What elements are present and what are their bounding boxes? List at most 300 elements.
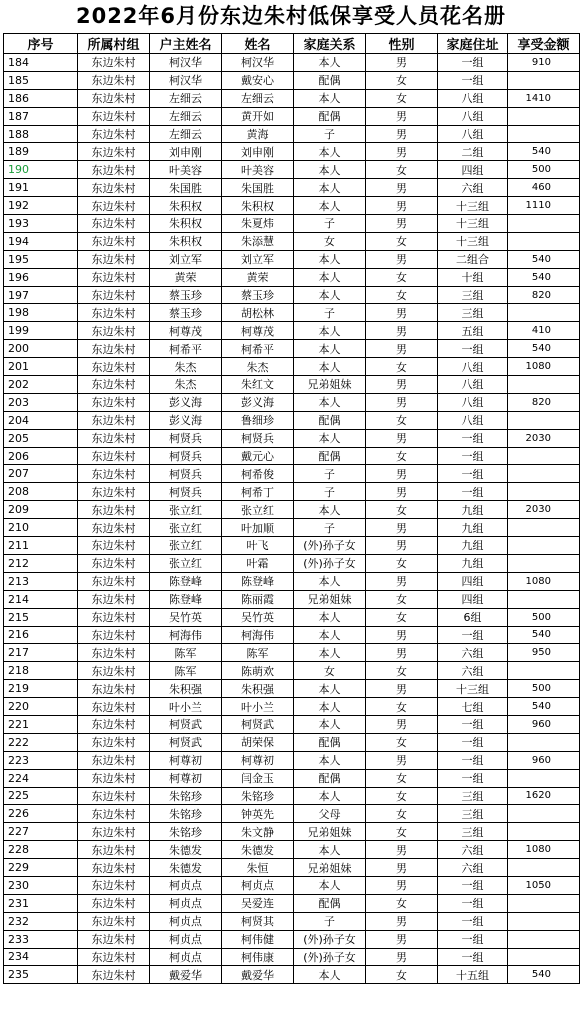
cell-seq[interactable]: 202	[4, 376, 78, 394]
cell-village-group[interactable]: 东边朱村	[78, 894, 150, 912]
cell-village-group[interactable]: 东边朱村	[78, 304, 150, 322]
cell-name[interactable]: 吴竹英	[222, 608, 294, 626]
cell-relation[interactable]: 本人	[294, 143, 366, 161]
cell-village-group[interactable]: 东边朱村	[78, 232, 150, 250]
cell-name[interactable]: 柯希丁	[222, 483, 294, 501]
cell-address[interactable]: 一组	[438, 483, 508, 501]
cell-seq[interactable]: 209	[4, 501, 78, 519]
cell-amount[interactable]: 1110	[508, 197, 580, 215]
cell-name[interactable]: 戴爱华	[222, 966, 294, 984]
cell-seq[interactable]: 228	[4, 841, 78, 859]
cell-name[interactable]: 朱国胜	[222, 179, 294, 197]
cell-name[interactable]: 柯伟康	[222, 948, 294, 966]
cell-household-head[interactable]: 柯尊茂	[150, 322, 222, 340]
cell-household-head[interactable]: 左细云	[150, 89, 222, 107]
cell-name[interactable]: 刘申刚	[222, 143, 294, 161]
cell-relation[interactable]: 配偶	[294, 107, 366, 125]
cell-village-group[interactable]: 东边朱村	[78, 143, 150, 161]
cell-seq[interactable]: 222	[4, 733, 78, 751]
cell-gender[interactable]: 女	[366, 590, 438, 608]
cell-address[interactable]: 一组	[438, 465, 508, 483]
cell-gender[interactable]: 女	[366, 71, 438, 89]
cell-name[interactable]: 叶美容	[222, 161, 294, 179]
cell-household-head[interactable]: 陈军	[150, 662, 222, 680]
cell-relation[interactable]: 本人	[294, 841, 366, 859]
cell-amount[interactable]: 540	[508, 966, 580, 984]
cell-amount[interactable]	[508, 930, 580, 948]
cell-name[interactable]: 柯汉华	[222, 54, 294, 72]
cell-amount[interactable]	[508, 519, 580, 537]
cell-address[interactable]: 一组	[438, 429, 508, 447]
cell-household-head[interactable]: 蔡玉珍	[150, 286, 222, 304]
cell-village-group[interactable]: 东边朱村	[78, 966, 150, 984]
cell-amount[interactable]: 460	[508, 179, 580, 197]
cell-gender[interactable]: 女	[366, 161, 438, 179]
cell-gender[interactable]: 女	[366, 698, 438, 716]
col-header-address[interactable]: 家庭住址	[438, 34, 508, 54]
cell-address[interactable]: 八组	[438, 358, 508, 376]
cell-relation[interactable]: 配偶	[294, 733, 366, 751]
cell-address[interactable]: 一组	[438, 447, 508, 465]
cell-household-head[interactable]: 叶小兰	[150, 698, 222, 716]
cell-village-group[interactable]: 东边朱村	[78, 179, 150, 197]
cell-seq[interactable]: 231	[4, 894, 78, 912]
cell-address[interactable]: 十三组	[438, 680, 508, 698]
cell-seq[interactable]: 226	[4, 805, 78, 823]
cell-household-head[interactable]: 柯汉华	[150, 71, 222, 89]
cell-household-head[interactable]: 陈登峰	[150, 572, 222, 590]
cell-amount[interactable]	[508, 483, 580, 501]
cell-relation[interactable]: 配偶	[294, 894, 366, 912]
cell-household-head[interactable]: 柯贞点	[150, 894, 222, 912]
cell-seq[interactable]: 234	[4, 948, 78, 966]
cell-relation[interactable]: 本人	[294, 680, 366, 698]
cell-address[interactable]: 八组	[438, 107, 508, 125]
cell-village-group[interactable]: 东边朱村	[78, 859, 150, 877]
cell-name[interactable]: 戴安心	[222, 71, 294, 89]
cell-address[interactable]: 四组	[438, 161, 508, 179]
cell-village-group[interactable]: 东边朱村	[78, 197, 150, 215]
cell-relation[interactable]: 本人	[294, 54, 366, 72]
cell-address[interactable]: 一组	[438, 876, 508, 894]
cell-village-group[interactable]: 东边朱村	[78, 644, 150, 662]
cell-village-group[interactable]: 东边朱村	[78, 250, 150, 268]
cell-relation[interactable]: 本人	[294, 161, 366, 179]
cell-village-group[interactable]: 东边朱村	[78, 358, 150, 376]
cell-household-head[interactable]: 彭义海	[150, 393, 222, 411]
cell-village-group[interactable]: 东边朱村	[78, 841, 150, 859]
cell-village-group[interactable]: 东边朱村	[78, 376, 150, 394]
cell-relation[interactable]: 本人	[294, 626, 366, 644]
cell-household-head[interactable]: 朱积权	[150, 232, 222, 250]
cell-name[interactable]: 黄海	[222, 125, 294, 143]
cell-seq[interactable]: 205	[4, 429, 78, 447]
cell-village-group[interactable]: 东边朱村	[78, 340, 150, 358]
cell-name[interactable]: 刘立军	[222, 250, 294, 268]
cell-amount[interactable]	[508, 805, 580, 823]
cell-gender[interactable]: 男	[366, 393, 438, 411]
cell-village-group[interactable]: 东边朱村	[78, 787, 150, 805]
cell-gender[interactable]: 女	[366, 501, 438, 519]
cell-address[interactable]: 一组	[438, 54, 508, 72]
cell-household-head[interactable]: 柯贞点	[150, 948, 222, 966]
cell-household-head[interactable]: 刘立军	[150, 250, 222, 268]
cell-seq[interactable]: 203	[4, 393, 78, 411]
cell-relation[interactable]: 配偶	[294, 71, 366, 89]
cell-village-group[interactable]: 东边朱村	[78, 876, 150, 894]
cell-amount[interactable]	[508, 232, 580, 250]
cell-address[interactable]: 十三组	[438, 232, 508, 250]
cell-address[interactable]: 八组	[438, 89, 508, 107]
col-header-gender[interactable]: 性别	[366, 34, 438, 54]
cell-seq[interactable]: 214	[4, 590, 78, 608]
cell-seq[interactable]: 195	[4, 250, 78, 268]
cell-amount[interactable]	[508, 733, 580, 751]
cell-gender[interactable]: 女	[366, 608, 438, 626]
cell-gender[interactable]: 男	[366, 948, 438, 966]
cell-gender[interactable]: 男	[366, 912, 438, 930]
cell-name[interactable]: 叶小兰	[222, 698, 294, 716]
cell-gender[interactable]: 男	[366, 197, 438, 215]
cell-amount[interactable]: 410	[508, 322, 580, 340]
cell-household-head[interactable]: 蔡玉珍	[150, 304, 222, 322]
cell-address[interactable]: 三组	[438, 286, 508, 304]
cell-amount[interactable]: 540	[508, 143, 580, 161]
cell-address[interactable]: 八组	[438, 411, 508, 429]
cell-name[interactable]: 叶飞	[222, 537, 294, 555]
cell-relation[interactable]: 本人	[294, 429, 366, 447]
cell-relation[interactable]: 兄弟姐妹	[294, 823, 366, 841]
cell-address[interactable]: 一组	[438, 715, 508, 733]
cell-address[interactable]: 九组	[438, 501, 508, 519]
cell-relation[interactable]: 本人	[294, 966, 366, 984]
cell-household-head[interactable]: 朱铭珍	[150, 805, 222, 823]
cell-amount[interactable]: 500	[508, 161, 580, 179]
cell-household-head[interactable]: 黄荣	[150, 268, 222, 286]
cell-household-head[interactable]: 左细云	[150, 125, 222, 143]
cell-name[interactable]: 闫金玉	[222, 769, 294, 787]
cell-name[interactable]: 柯伟健	[222, 930, 294, 948]
cell-address[interactable]: 一组	[438, 71, 508, 89]
cell-seq[interactable]: 197	[4, 286, 78, 304]
cell-address[interactable]: 二组	[438, 143, 508, 161]
cell-seq[interactable]: 235	[4, 966, 78, 984]
cell-name[interactable]: 柯海伟	[222, 626, 294, 644]
cell-relation[interactable]: 配偶	[294, 411, 366, 429]
cell-relation[interactable]: 本人	[294, 876, 366, 894]
cell-gender[interactable]: 男	[366, 465, 438, 483]
cell-name[interactable]: 朱铭珍	[222, 787, 294, 805]
cell-address[interactable]: 一组	[438, 769, 508, 787]
cell-village-group[interactable]: 东边朱村	[78, 286, 150, 304]
cell-village-group[interactable]: 东边朱村	[78, 268, 150, 286]
cell-address[interactable]: 六组	[438, 841, 508, 859]
cell-household-head[interactable]: 朱杰	[150, 376, 222, 394]
cell-name[interactable]: 柯尊初	[222, 751, 294, 769]
cell-gender[interactable]: 男	[366, 644, 438, 662]
cell-village-group[interactable]: 东边朱村	[78, 501, 150, 519]
cell-address[interactable]: 九组	[438, 519, 508, 537]
cell-address[interactable]: 七组	[438, 698, 508, 716]
cell-address[interactable]: 十三组	[438, 215, 508, 233]
cell-household-head[interactable]: 柯贤兵	[150, 447, 222, 465]
cell-gender[interactable]: 女	[366, 286, 438, 304]
cell-seq[interactable]: 199	[4, 322, 78, 340]
cell-address[interactable]: 十五组	[438, 966, 508, 984]
cell-address[interactable]: 八组	[438, 376, 508, 394]
cell-relation[interactable]: 子	[294, 125, 366, 143]
cell-name[interactable]: 叶加顺	[222, 519, 294, 537]
cell-village-group[interactable]: 东边朱村	[78, 447, 150, 465]
cell-address[interactable]: 二组合	[438, 250, 508, 268]
cell-amount[interactable]: 960	[508, 715, 580, 733]
cell-gender[interactable]: 男	[366, 841, 438, 859]
cell-household-head[interactable]: 柯贞点	[150, 876, 222, 894]
cell-household-head[interactable]: 叶美容	[150, 161, 222, 179]
cell-gender[interactable]: 男	[366, 429, 438, 447]
cell-household-head[interactable]: 张立红	[150, 501, 222, 519]
cell-address[interactable]: 一组	[438, 894, 508, 912]
cell-village-group[interactable]: 东边朱村	[78, 608, 150, 626]
cell-household-head[interactable]: 彭义海	[150, 411, 222, 429]
cell-seq[interactable]: 201	[4, 358, 78, 376]
cell-name[interactable]: 左细云	[222, 89, 294, 107]
cell-gender[interactable]: 女	[366, 894, 438, 912]
cell-amount[interactable]: 2030	[508, 429, 580, 447]
cell-household-head[interactable]: 柯贞点	[150, 930, 222, 948]
cell-relation[interactable]: (外)孙子女	[294, 554, 366, 572]
cell-address[interactable]: 一组	[438, 733, 508, 751]
cell-village-group[interactable]: 东边朱村	[78, 948, 150, 966]
cell-name[interactable]: 朱德发	[222, 841, 294, 859]
cell-relation[interactable]: 本人	[294, 698, 366, 716]
cell-amount[interactable]: 500	[508, 680, 580, 698]
cell-seq[interactable]: 189	[4, 143, 78, 161]
cell-address[interactable]: 十三组	[438, 197, 508, 215]
cell-address[interactable]: 十组	[438, 268, 508, 286]
cell-gender[interactable]: 女	[366, 268, 438, 286]
cell-relation[interactable]: 子	[294, 304, 366, 322]
cell-address[interactable]: 八组	[438, 393, 508, 411]
cell-relation[interactable]: 本人	[294, 393, 366, 411]
cell-name[interactable]: 黄荣	[222, 268, 294, 286]
cell-household-head[interactable]: 柯贤兵	[150, 483, 222, 501]
cell-gender[interactable]: 男	[366, 322, 438, 340]
cell-relation[interactable]: 本人	[294, 250, 366, 268]
col-header-relation[interactable]: 家庭关系	[294, 34, 366, 54]
cell-name[interactable]: 吴爱连	[222, 894, 294, 912]
cell-seq[interactable]: 206	[4, 447, 78, 465]
cell-amount[interactable]: 540	[508, 250, 580, 268]
cell-seq[interactable]: 220	[4, 698, 78, 716]
cell-seq[interactable]: 229	[4, 859, 78, 877]
cell-seq[interactable]: 196	[4, 268, 78, 286]
cell-village-group[interactable]: 东边朱村	[78, 322, 150, 340]
cell-household-head[interactable]: 柯汉华	[150, 54, 222, 72]
cell-seq[interactable]: 191	[4, 179, 78, 197]
cell-relation[interactable]: 本人	[294, 608, 366, 626]
col-header-village-group[interactable]: 所属村组	[78, 34, 150, 54]
cell-seq[interactable]: 208	[4, 483, 78, 501]
cell-name[interactable]: 柯希俊	[222, 465, 294, 483]
cell-relation[interactable]: (外)孙子女	[294, 930, 366, 948]
cell-gender[interactable]: 男	[366, 859, 438, 877]
cell-amount[interactable]	[508, 894, 580, 912]
cell-name[interactable]: 彭义海	[222, 393, 294, 411]
cell-amount[interactable]: 820	[508, 393, 580, 411]
cell-name[interactable]: 柯希平	[222, 340, 294, 358]
cell-address[interactable]: 三组	[438, 823, 508, 841]
cell-relation[interactable]: 子	[294, 519, 366, 537]
col-header-household-head[interactable]: 户主姓名	[150, 34, 222, 54]
cell-gender[interactable]: 男	[366, 340, 438, 358]
cell-amount[interactable]: 950	[508, 644, 580, 662]
cell-relation[interactable]: 本人	[294, 322, 366, 340]
cell-name[interactable]: 钟英先	[222, 805, 294, 823]
cell-relation[interactable]: 配偶	[294, 447, 366, 465]
cell-name[interactable]: 朱文静	[222, 823, 294, 841]
cell-relation[interactable]: 兄弟姐妹	[294, 376, 366, 394]
cell-seq[interactable]: 210	[4, 519, 78, 537]
cell-amount[interactable]: 2030	[508, 501, 580, 519]
cell-gender[interactable]: 男	[366, 215, 438, 233]
cell-household-head[interactable]: 柯贤兵	[150, 429, 222, 447]
cell-seq[interactable]: 215	[4, 608, 78, 626]
cell-amount[interactable]	[508, 304, 580, 322]
cell-gender[interactable]: 女	[366, 733, 438, 751]
cell-address[interactable]: 一组	[438, 948, 508, 966]
cell-address[interactable]: 一组	[438, 626, 508, 644]
cell-amount[interactable]: 540	[508, 340, 580, 358]
cell-address[interactable]: 六组	[438, 644, 508, 662]
cell-relation[interactable]: 子	[294, 215, 366, 233]
cell-gender[interactable]: 男	[366, 179, 438, 197]
cell-amount[interactable]	[508, 859, 580, 877]
cell-gender[interactable]: 男	[366, 250, 438, 268]
cell-relation[interactable]: 本人	[294, 787, 366, 805]
cell-gender[interactable]: 男	[366, 876, 438, 894]
cell-relation[interactable]: 子	[294, 483, 366, 501]
cell-gender[interactable]: 男	[366, 107, 438, 125]
cell-amount[interactable]	[508, 71, 580, 89]
cell-village-group[interactable]: 东边朱村	[78, 429, 150, 447]
cell-household-head[interactable]: 柯尊初	[150, 769, 222, 787]
cell-gender[interactable]: 男	[366, 930, 438, 948]
cell-seq[interactable]: 207	[4, 465, 78, 483]
cell-name[interactable]: 柯贤兵	[222, 429, 294, 447]
cell-relation[interactable]: 子	[294, 912, 366, 930]
cell-household-head[interactable]: 柯海伟	[150, 626, 222, 644]
cell-relation[interactable]: (外)孙子女	[294, 948, 366, 966]
cell-household-head[interactable]: 吴竹英	[150, 608, 222, 626]
cell-seq[interactable]: 224	[4, 769, 78, 787]
cell-relation[interactable]: 本人	[294, 268, 366, 286]
cell-amount[interactable]: 1050	[508, 876, 580, 894]
cell-village-group[interactable]: 东边朱村	[78, 662, 150, 680]
cell-village-group[interactable]: 东边朱村	[78, 161, 150, 179]
cell-address[interactable]: 三组	[438, 304, 508, 322]
cell-household-head[interactable]: 陈登峰	[150, 590, 222, 608]
cell-name[interactable]: 叶霜	[222, 554, 294, 572]
cell-address[interactable]: 六组	[438, 662, 508, 680]
cell-seq[interactable]: 204	[4, 411, 78, 429]
cell-gender[interactable]: 男	[366, 54, 438, 72]
cell-amount[interactable]	[508, 590, 580, 608]
cell-amount[interactable]	[508, 948, 580, 966]
cell-household-head[interactable]: 朱德发	[150, 841, 222, 859]
cell-gender[interactable]: 女	[366, 554, 438, 572]
cell-seq[interactable]: 216	[4, 626, 78, 644]
cell-name[interactable]: 胡荣保	[222, 733, 294, 751]
cell-seq[interactable]: 212	[4, 554, 78, 572]
cell-address[interactable]: 六组	[438, 859, 508, 877]
cell-gender[interactable]: 女	[366, 662, 438, 680]
cell-name[interactable]: 柯贤武	[222, 715, 294, 733]
cell-amount[interactable]: 1620	[508, 787, 580, 805]
cell-name[interactable]: 朱夏炜	[222, 215, 294, 233]
cell-household-head[interactable]: 朱积权	[150, 197, 222, 215]
cell-amount[interactable]	[508, 447, 580, 465]
cell-seq[interactable]: 198	[4, 304, 78, 322]
cell-name[interactable]: 朱积权	[222, 197, 294, 215]
cell-amount[interactable]: 1410	[508, 89, 580, 107]
cell-amount[interactable]: 500	[508, 608, 580, 626]
cell-amount[interactable]	[508, 823, 580, 841]
cell-gender[interactable]: 男	[366, 143, 438, 161]
cell-relation[interactable]: 兄弟姐妹	[294, 590, 366, 608]
cell-relation[interactable]: 父母	[294, 805, 366, 823]
cell-seq[interactable]: 227	[4, 823, 78, 841]
cell-relation[interactable]: 女	[294, 232, 366, 250]
cell-gender[interactable]: 女	[366, 89, 438, 107]
cell-gender[interactable]: 女	[366, 447, 438, 465]
cell-gender[interactable]: 男	[366, 376, 438, 394]
col-header-seq[interactable]: 序号	[4, 34, 78, 54]
cell-seq[interactable]: 200	[4, 340, 78, 358]
cell-name[interactable]: 陈丽霞	[222, 590, 294, 608]
cell-relation[interactable]: 本人	[294, 501, 366, 519]
cell-relation[interactable]: 本人	[294, 89, 366, 107]
cell-household-head[interactable]: 朱积强	[150, 680, 222, 698]
cell-seq[interactable]: 217	[4, 644, 78, 662]
cell-seq[interactable]: 186	[4, 89, 78, 107]
cell-relation[interactable]: (外)孙子女	[294, 537, 366, 555]
cell-amount[interactable]: 540	[508, 698, 580, 716]
cell-amount[interactable]: 820	[508, 286, 580, 304]
cell-village-group[interactable]: 东边朱村	[78, 483, 150, 501]
cell-village-group[interactable]: 东边朱村	[78, 125, 150, 143]
cell-village-group[interactable]: 东边朱村	[78, 411, 150, 429]
cell-amount[interactable]: 540	[508, 268, 580, 286]
cell-household-head[interactable]: 朱杰	[150, 358, 222, 376]
cell-village-group[interactable]: 东边朱村	[78, 733, 150, 751]
cell-amount[interactable]	[508, 125, 580, 143]
cell-village-group[interactable]: 东边朱村	[78, 393, 150, 411]
cell-address[interactable]: 一组	[438, 912, 508, 930]
cell-relation[interactable]: 本人	[294, 358, 366, 376]
cell-amount[interactable]: 1080	[508, 841, 580, 859]
cell-name[interactable]: 朱恒	[222, 859, 294, 877]
cell-gender[interactable]: 男	[366, 626, 438, 644]
cell-village-group[interactable]: 东边朱村	[78, 715, 150, 733]
cell-village-group[interactable]: 东边朱村	[78, 626, 150, 644]
cell-gender[interactable]: 女	[366, 769, 438, 787]
cell-gender[interactable]: 男	[366, 572, 438, 590]
cell-gender[interactable]: 男	[366, 751, 438, 769]
cell-amount[interactable]: 1080	[508, 572, 580, 590]
cell-name[interactable]: 朱杰	[222, 358, 294, 376]
cell-household-head[interactable]: 张立红	[150, 519, 222, 537]
